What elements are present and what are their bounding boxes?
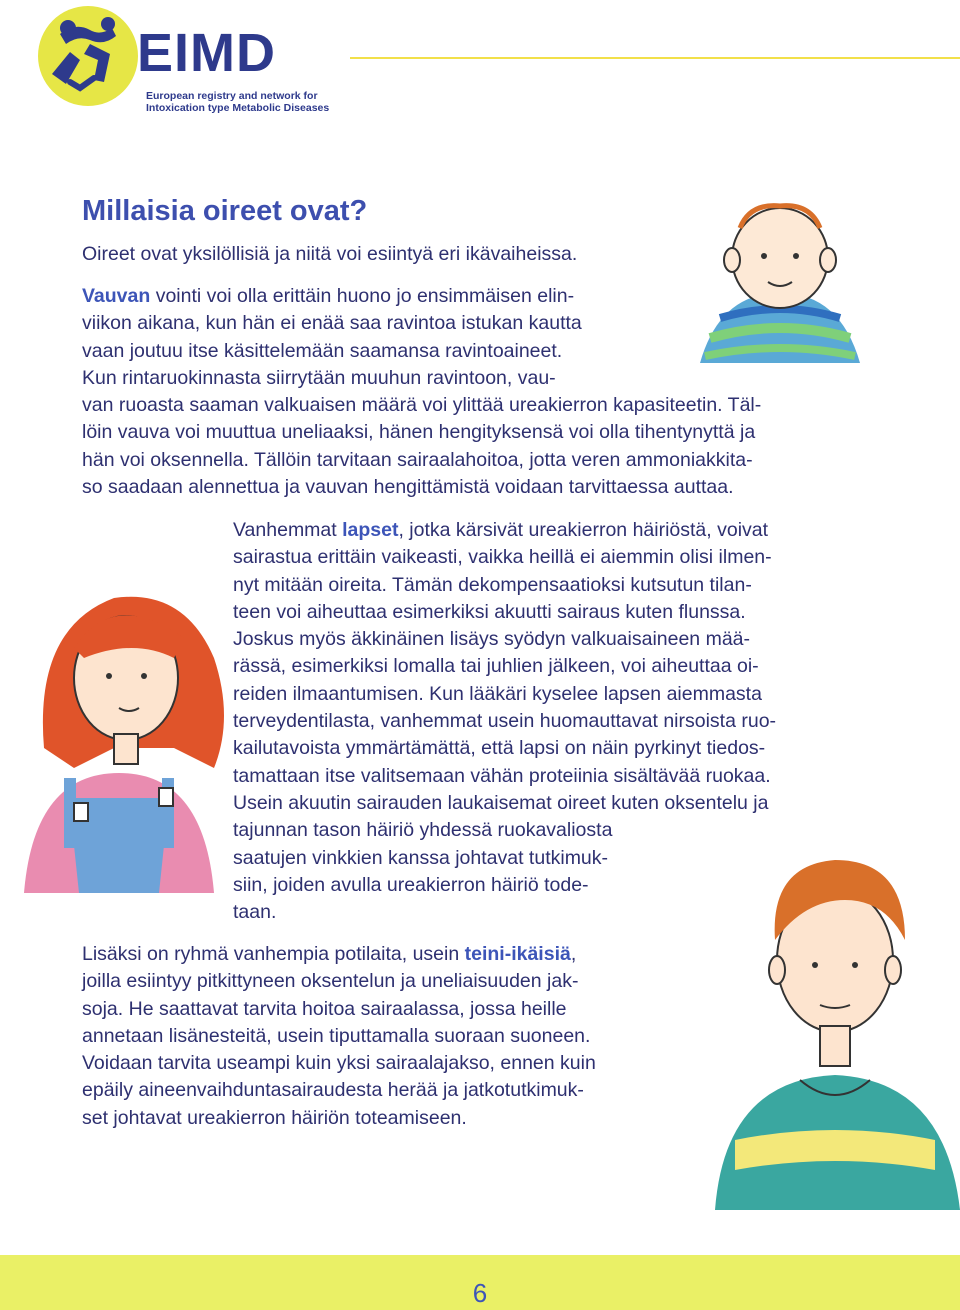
- para3-first-line: [82, 941, 596, 968]
- para3-line-1: soja. He saattavat tarvita hoitoa sairaalassa, jossa heille: [82, 997, 567, 1020]
- para2-prefix: Vanhemmat: [233, 519, 343, 541]
- header-rule: [350, 57, 960, 59]
- para2-line-9: Usein akuutin sairauden laukaisemat oireet kuten oksentelu ja: [233, 791, 769, 814]
- para1-first-line: [82, 283, 761, 310]
- para1-line-4: van ruoasta saaman valkuaisen määrä voi ylittää ureakierron kapasiteetin. Täl-: [82, 394, 762, 417]
- para1-line-6: hän voi oksennella. Tällöin tarvitaan sairaalahoitoa, jotta veren ammoniakkita-: [82, 448, 753, 471]
- logo-emblem-icon: [30, 4, 150, 114]
- para1-line-5: löin vauva voi muuttua uneliaaksi, hänen hengityksensä voi olla tihentynyttä ja: [82, 421, 756, 444]
- para3-first-rest: ,: [570, 943, 577, 965]
- para2-line-10: tajunnan tason häiriö yhdessä ruokavaliosta: [233, 819, 613, 842]
- para3-prefix: Lisäksi on ryhmä vanhempia potilaita, usein: [82, 943, 465, 965]
- para1-line-0: vointi voi olla erittäin huono jo ensimmäisen elin-: [150, 285, 575, 307]
- para2-line-2: teen voi aiheuttaa esimerkiksi akuutti sairaus kuten flunssa.: [233, 600, 746, 623]
- para3-line-0: joilla esiintyy pitkittyneen oksentelun ja uneliaisuuden jak-: [82, 970, 579, 993]
- para1-line-7: so saadaan alennettua ja vauvan hengittämistä voidaan tarvittaessa auttaa.: [82, 476, 734, 499]
- para2-highlight: lapset: [342, 519, 399, 541]
- para1-highlight: Vauvan: [82, 285, 151, 307]
- intro-text: Oireet ovat yksilöllisiä ja niitä voi esiintyä eri ikävaiheissa.: [82, 243, 578, 265]
- para2-line-6: terveydentilasta, vanhemmat usein huomauttavat nirsoista ruo-: [233, 710, 777, 733]
- para2-line-5: reiden ilmaantumisen. Kun lääkäri kyselee lapsen aiemmasta: [233, 682, 762, 705]
- para2-line-13: taan.: [233, 901, 277, 924]
- para2-first-line: [233, 517, 776, 544]
- para2-line-1: nyt mitään oireita. Tämän dekompensaatioksi kutsutun tilan-: [233, 573, 752, 596]
- para3-line-4: epäily aineenvaihduntasairaudesta herää ja jatkotutkimuk-: [82, 1079, 584, 1102]
- page-number: 6: [472, 1278, 488, 1308]
- paragraph-children: [233, 517, 776, 926]
- para2-line-3: Joskus myös äkkinäinen lisäys syödyn valkuaisaineen mää-: [233, 628, 750, 651]
- para1-line-1: viikon aikana, kun hän ei enää saa ravintoa istukan kautta: [82, 312, 582, 335]
- paragraph-infants: [82, 283, 761, 501]
- girl-illustration: [14, 548, 224, 898]
- para3-highlight: teini-ikäisiä: [464, 943, 571, 965]
- teen-illustration: [705, 840, 960, 1210]
- para2-line-12: siin, joiden avulla ureakierron häiriö tode-: [233, 873, 589, 896]
- logo-subtitle: [146, 90, 346, 114]
- para3-line-3: Voidaan tarvita useampi kuin yksi sairaalajakso, ennen kuin: [82, 1052, 596, 1075]
- logo-subtitle-line1: European registry and network for: [146, 90, 318, 102]
- para3-line-2: annetaan lisänesteitä, usein tiputtamalla suoraan suoneen.: [82, 1024, 591, 1047]
- para1-line-3: Kun rintaruokinnasta siirrytään muuhun ravintoon, vau-: [82, 366, 556, 389]
- page-heading: Millaisia oireet ovat?: [82, 195, 368, 227]
- para2-line-4: rässä, esimerkiksi lomalla tai juhlien jälkeen, voi aiheuttaa oi-: [233, 655, 759, 678]
- para2-line-0: sairastua erittäin vaikeasti, vaikka heillä ei aiemmin olisi ilmen-: [233, 546, 772, 569]
- para2-first-rest: , jotka kärsivät ureakierron häiriöstä, voivat: [398, 519, 769, 541]
- logo-subtitle-line2: Intoxication type Metabolic Diseases: [146, 102, 330, 114]
- para3-line-5: set johtavat ureakierron häiriön toteamiseen.: [82, 1106, 467, 1129]
- para2-line-11: saatujen vinkkien kanssa johtavat tutkimuk-: [233, 846, 609, 869]
- para2-line-7: kailutavoista ymmärtämättä, että lapsi on näin pyrkinyt tiedos-: [233, 737, 766, 760]
- paragraph-teens: [82, 941, 596, 1132]
- para2-line-8: tamattaan itse valitsemaan vähän proteiinia sisältävää ruokaa.: [233, 764, 771, 787]
- logo-wordmark: EIMD: [137, 23, 276, 83]
- para1-line-2: vaan joutuu itse käsittelemään saamansa ravintoaineet.: [82, 339, 563, 362]
